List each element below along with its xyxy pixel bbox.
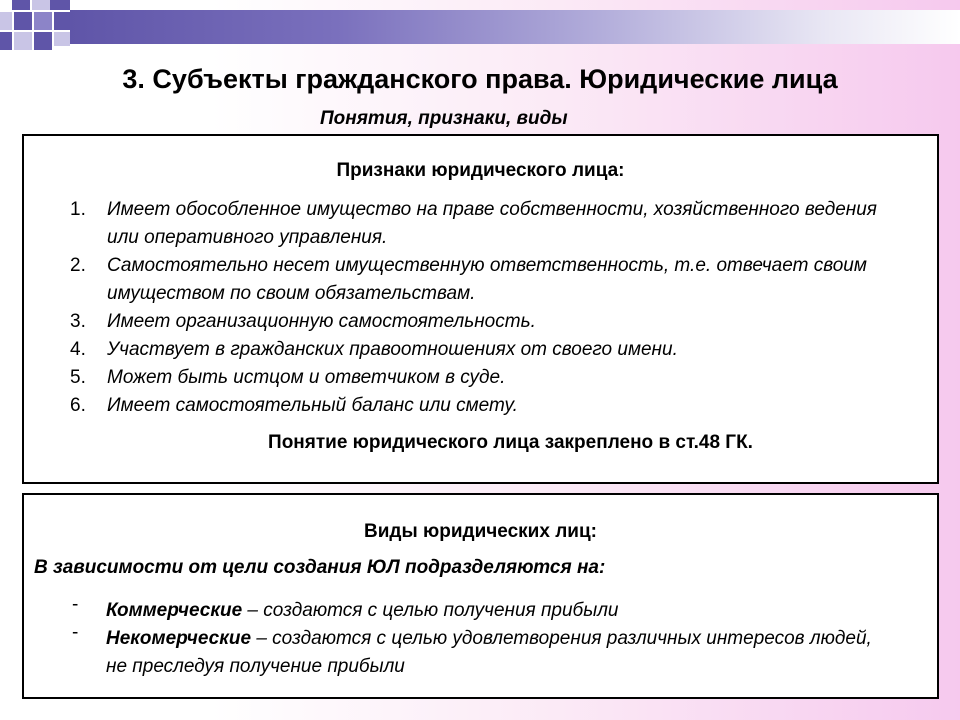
list-item bbox=[24, 308, 937, 336]
list-item bbox=[24, 392, 937, 420]
features-heading: Признаки юридического лица: bbox=[336, 160, 625, 181]
features-box bbox=[22, 134, 939, 484]
types-list bbox=[24, 594, 937, 681]
features-list bbox=[24, 196, 937, 420]
types-box bbox=[22, 493, 939, 699]
item-text: Может быть истцом и ответчиком в суде. bbox=[107, 367, 506, 388]
type-term: Некомерческие bbox=[106, 628, 252, 649]
dash-bullet: - bbox=[72, 622, 79, 643]
legal-reference-note: Понятие юридического лица закреплено в ст.48 ГК. bbox=[268, 432, 753, 453]
item-number: 5. bbox=[70, 367, 86, 388]
type-term: Коммерческие bbox=[106, 600, 243, 621]
item-number: 6. bbox=[70, 395, 86, 416]
item-number: 1. bbox=[70, 199, 86, 220]
item-number: 4. bbox=[70, 339, 86, 360]
item-text: Имеет обособленное имущество на праве собственности, хозяйственного ведения или оперативного управления. bbox=[107, 199, 877, 248]
slide-subtitle: Понятия, признаки, виды bbox=[320, 108, 568, 129]
item-text: Участвует в гражданских правоотношениях от своего имени. bbox=[107, 339, 678, 360]
list-item bbox=[24, 594, 937, 625]
type-description: – создаются с целью удовлетворения различных интересов людей, не преследуя получение прибыли bbox=[106, 628, 872, 677]
item-text: Имеет самостоятельный баланс или смету. bbox=[107, 395, 518, 416]
item-number: 3. bbox=[70, 311, 86, 332]
item-number: 2. bbox=[70, 255, 86, 276]
list-item bbox=[24, 252, 937, 308]
types-heading: Виды юридических лиц: bbox=[364, 521, 597, 542]
type-description: – создаются с целью получения прибыли bbox=[242, 600, 619, 621]
list-item bbox=[24, 336, 937, 364]
list-item bbox=[24, 364, 937, 392]
slide-title: 3. Субъекты гражданского права. Юридические лица bbox=[122, 64, 838, 94]
item-text: Самостоятельно несет имущественную ответственность, т.е. отвечает своим имуществом по своим обязательствам. bbox=[107, 255, 867, 304]
dash-bullet: - bbox=[72, 594, 79, 615]
header-band bbox=[70, 10, 960, 44]
list-item bbox=[24, 196, 937, 252]
item-text: Имеет организационную самостоятельность. bbox=[107, 311, 536, 332]
types-intro: В зависимости от цели создания ЮЛ подразделяются на: bbox=[34, 557, 606, 578]
list-item bbox=[24, 622, 937, 681]
